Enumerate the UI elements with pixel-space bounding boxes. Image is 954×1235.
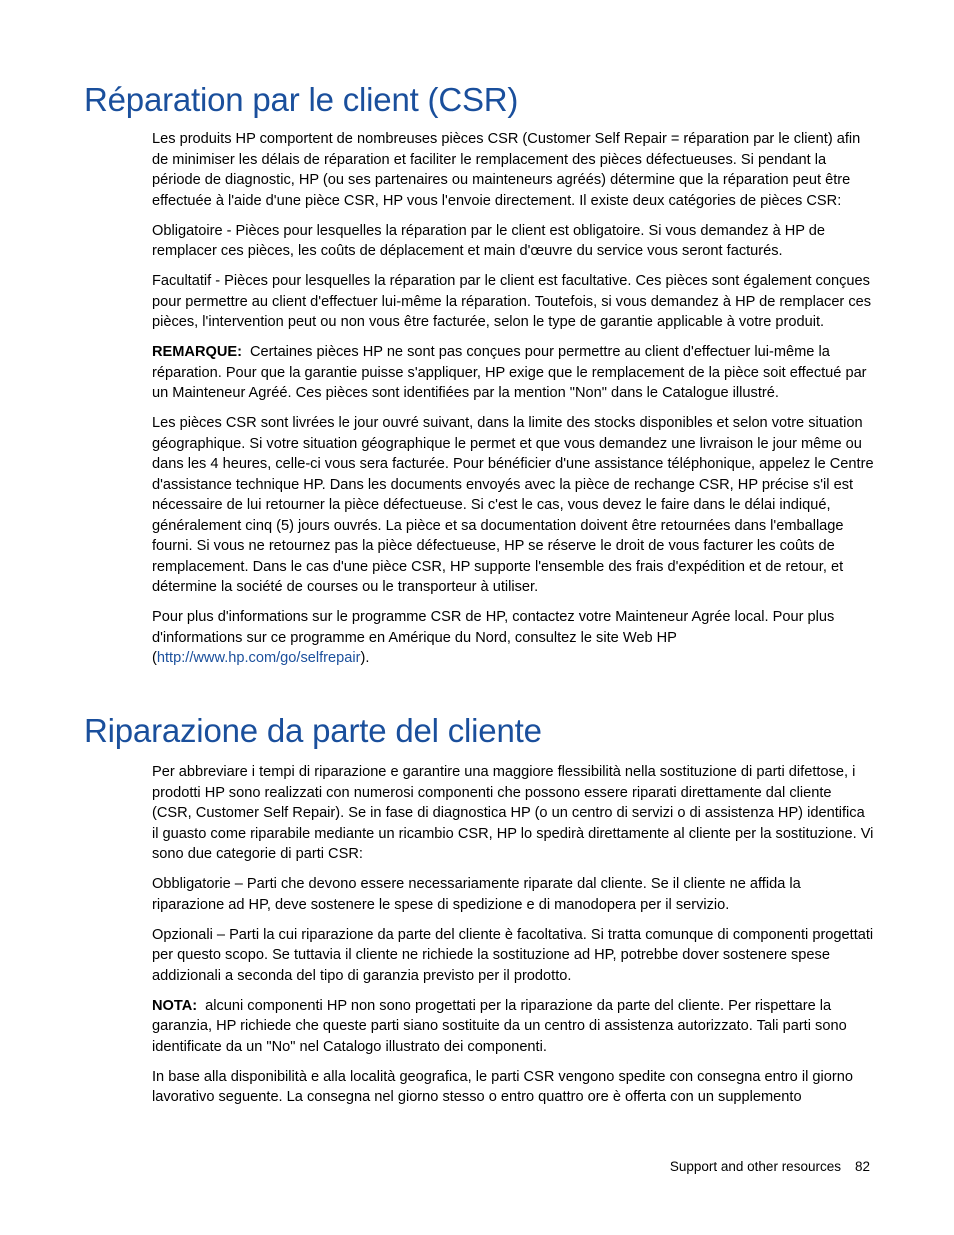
note-label-it: NOTA: xyxy=(152,997,198,1014)
paragraph-intro-it: Per abbreviare i tempi di riparazione e garantire una maggiore flessibilità nella sostituzione di parti difettose, i prodotti HP sono realizzati con numerosi componenti che possono essere riparati direttamente dal cliente (CSR, Customer Self Repair). Se in fase di diagnostica HP (o un centro di servizi o di assistenza HP) identifica il guasto come riparabile mediante un ricambio CSR, HP lo spedirà direttamente al cliente per la sostituzione. Vi sono due categorie di parti CSR: xyxy=(152,764,874,862)
paragraph-facultatif-fr: Facultatif - Pièces pour lesquelles la réparation par le client est facultative. Ces pièces sont également conçues pour permettre au client d'effectuer lui-même la réparation. Toutefois, si vous demandez à HP de remplacer ces pièces, l'intervention peut ou non vous être facturée, selon le type de garantie applicable à votre produit. xyxy=(152,273,872,330)
paragraph-opzionali-it: Opzionali – Parti la cui riparazione da parte del cliente è facoltativa. Si tratta comunque di componenti progettati per questo scopo. Se tuttavia il cliente ne richiede la sostituzione ad HP, potrebbe dover sostenere spese addizionali a seconda del tipo di garanzia previsto per il prodotto. xyxy=(152,926,874,984)
paragraph-contact-fr xyxy=(152,607,874,669)
paragraph-obbligatorie-it: Obbligatorie – Parti che devono essere necessariamente riparate dal cliente. Se il cliente ne affida la riparazione ad HP, deve sostenere le spese di spedizione e di manodopera per il servizio. xyxy=(152,876,801,913)
contact-text-fr: Pour plus d'informations sur le programme CSR de HP, contactez votre Mainteneur Agrée local. Pour plus d'informations sur ce programme en Amérique du Nord, consultez le site Web HP ( xyxy=(152,609,835,666)
selfrepair-link[interactable]: http://www.hp.com/go/selfrepair xyxy=(156,650,361,666)
footer-section-title: Support and other resources xyxy=(669,1159,841,1174)
page-number: 82 xyxy=(854,1159,870,1174)
note-label-fr: REMARQUE: xyxy=(152,344,242,360)
section-body-it xyxy=(152,762,874,1117)
paragraph-intro-fr: Les produits HP comportent de nombreuses pièces CSR (Customer Self Repair = réparation par le client) afin de minimiser les délais de réparation et faciliter le remplacement des pièces défectueuses. Si pendant la période de diagnostic, HP (ou ses partenaires ou mainteneurs agréés) détermine que la réparation peut être effectuée à l'aide d'une pièce CSR, HP vous l'envoie directement. Il existe deux catégories de pièces CSR: xyxy=(152,131,861,209)
note-fr xyxy=(152,342,874,404)
section-title-it: Riparazione da parte del cliente xyxy=(84,712,542,749)
contact-text-end-fr: ). xyxy=(360,650,370,666)
note-text-it: alcuni componenti HP non sono progettati per la riparazione da parte del cliente. Per rispettare la garanzia, HP richiede che queste parti siano sostituite da un centro di assistenza autorizzato. Tali parti sono identificate da un "No" nel Catalogo illustrato dei componenti. xyxy=(152,997,847,1055)
paragraph-obligatoire-fr: Obligatoire - Pièces pour lesquelles la réparation par le client est obligatoire. Si vous demandez à HP de remplacer ces pièces, les coûts de déplacement et main d'œuvre du service vous seront facturés. xyxy=(152,222,826,259)
note-text-fr: Certaines pièces HP ne sont pas conçues pour permettre au client d'effectuer lui-même la réparation. Pour que la garantie puisse s'appliquer, HP exige que le remplacement de la pièce soit effectué par un Mainteneur Agréé. Ces pièces sont identifiées par la mention "Non" dans le Catalogue illustré. xyxy=(152,344,867,401)
section-body-fr xyxy=(152,129,874,678)
page-footer xyxy=(670,1157,870,1177)
paragraph-livraison-fr: Les pièces CSR sont livrées le jour ouvré suivant, dans la limite des stocks disponibles et selon votre situation géographique. Si votre situation géographique le permet et que vous demandez une livraison le jour même ou dans les 4 heures, celle-ci vous sera facturée. Pour bénéficier d'une assistance téléphonique, appelez le Centre d'assistance technique HP. Dans les documents envoyés avec la pièce de rechange CSR, HP précise s'il est nécessaire de lui retourner la pièce défectueuse. Si c'est le cas, vous devez le faire dans le délai indiqué, généralement cinq (5) jours ouvrés. La pièce et sa documentation doivent être retournées dans l'emballage fourni. Si vous ne retournez pas la pièce défectueuse, HP se réserve le droit de vous facturer les coûts de remplacement. Dans le cas d'une pièce CSR, HP supporte l'ensemble des frais d'expédition et de retour, et détermine la société de courses ou le transporteur à utiliser. xyxy=(152,415,874,595)
paragraph-consegna-it: In base alla disponibilità e alla località geografica, le parti CSR vengono spedite con consegna entro il giorno lavorativo seguente. La consegna nel giorno stesso o entro quattro ore è offerta con un supplemento xyxy=(152,1068,853,1105)
note-it xyxy=(152,996,874,1058)
section-title-fr: Réparation par le client (CSR) xyxy=(84,81,519,118)
